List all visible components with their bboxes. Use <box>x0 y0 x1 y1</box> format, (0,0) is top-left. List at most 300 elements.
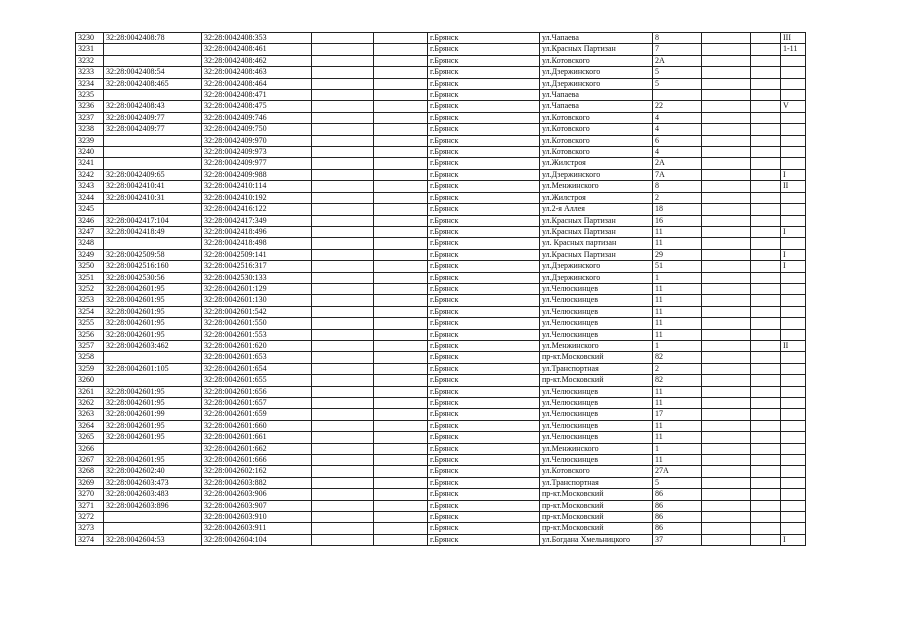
empty-cell-d <box>751 352 781 363</box>
old-cadastral-number-cell <box>104 512 202 523</box>
empty-cell-d <box>751 238 781 249</box>
table-row <box>76 124 806 135</box>
house-number-cell: 5 <box>653 67 702 78</box>
empty-cell-c <box>702 147 751 158</box>
city-cell: г.Брянск <box>428 67 540 78</box>
category-cell <box>781 112 806 123</box>
row-number-cell: 3253 <box>76 295 104 306</box>
empty-cell-a <box>312 318 374 329</box>
row-number-cell: 3237 <box>76 112 104 123</box>
category-cell <box>781 124 806 135</box>
category-cell: I <box>781 249 806 260</box>
table-row <box>76 420 806 431</box>
category-cell <box>781 398 806 409</box>
city-cell: г.Брянск <box>428 398 540 409</box>
empty-cell-d <box>751 181 781 192</box>
empty-cell-d <box>751 169 781 180</box>
empty-cell-a <box>312 432 374 443</box>
table-row <box>76 534 806 545</box>
cadastral-number-cell: 32:28:0042409:973 <box>202 147 312 158</box>
city-cell: г.Брянск <box>428 432 540 443</box>
row-number-cell: 3270 <box>76 489 104 500</box>
empty-cell-c <box>702 363 751 374</box>
empty-cell-d <box>751 55 781 66</box>
street-cell: ул.Транспортная <box>540 477 653 488</box>
empty-cell-b <box>374 204 428 215</box>
cadastral-number-cell: 32:28:0042409:988 <box>202 169 312 180</box>
street-cell: ул.Челюскинцев <box>540 306 653 317</box>
category-cell: III <box>781 33 806 44</box>
table-row <box>76 192 806 203</box>
house-number-cell: 86 <box>653 512 702 523</box>
empty-cell-a <box>312 512 374 523</box>
empty-cell-c <box>702 318 751 329</box>
category-cell <box>781 500 806 511</box>
city-cell: г.Брянск <box>428 420 540 431</box>
empty-cell-c <box>702 466 751 477</box>
table-row <box>76 147 806 158</box>
empty-cell-a <box>312 523 374 534</box>
city-cell: г.Брянск <box>428 512 540 523</box>
old-cadastral-number-cell: 32:28:0042601:95 <box>104 306 202 317</box>
old-cadastral-number-cell: 32:28:0042603:483 <box>104 489 202 500</box>
empty-cell-a <box>312 340 374 351</box>
row-number-cell: 3274 <box>76 534 104 545</box>
category-cell <box>781 283 806 294</box>
house-number-cell: 82 <box>653 352 702 363</box>
house-number-cell: 27А <box>653 466 702 477</box>
street-cell: ул.Дзержинского <box>540 78 653 89</box>
empty-cell-b <box>374 477 428 488</box>
empty-cell-c <box>702 489 751 500</box>
empty-cell-c <box>702 158 751 169</box>
table-row <box>76 135 806 146</box>
cadastral-number-cell: 32:28:0042408:461 <box>202 44 312 55</box>
empty-cell-b <box>374 44 428 55</box>
table-row <box>76 181 806 192</box>
old-cadastral-number-cell: 32:28:0042601:99 <box>104 409 202 420</box>
empty-cell-d <box>751 135 781 146</box>
row-number-cell: 3233 <box>76 67 104 78</box>
cadastral-number-cell: 32:28:0042408:464 <box>202 78 312 89</box>
category-cell <box>781 67 806 78</box>
city-cell: г.Брянск <box>428 147 540 158</box>
street-cell: ул.Дзержинского <box>540 67 653 78</box>
old-cadastral-number-cell <box>104 375 202 386</box>
empty-cell-c <box>702 432 751 443</box>
empty-cell-d <box>751 409 781 420</box>
row-number-cell: 3256 <box>76 329 104 340</box>
row-number-cell: 3266 <box>76 443 104 454</box>
empty-cell-b <box>374 329 428 340</box>
empty-cell-d <box>751 90 781 101</box>
row-number-cell: 3244 <box>76 192 104 203</box>
category-cell <box>781 306 806 317</box>
table-row <box>76 44 806 55</box>
city-cell: г.Брянск <box>428 44 540 55</box>
house-number-cell: 29 <box>653 249 702 260</box>
house-number-cell: 11 <box>653 398 702 409</box>
empty-cell-c <box>702 226 751 237</box>
city-cell: г.Брянск <box>428 158 540 169</box>
row-number-cell: 3238 <box>76 124 104 135</box>
category-cell <box>781 204 806 215</box>
table-row <box>76 409 806 420</box>
old-cadastral-number-cell: 32:28:0042417:104 <box>104 215 202 226</box>
category-cell <box>781 466 806 477</box>
empty-cell-a <box>312 409 374 420</box>
empty-cell-d <box>751 386 781 397</box>
table-row <box>76 398 806 409</box>
street-cell: пр-кт.Московский <box>540 375 653 386</box>
empty-cell-b <box>374 249 428 260</box>
category-cell: I <box>781 261 806 272</box>
street-cell: ул.Менжинского <box>540 443 653 454</box>
city-cell: г.Брянск <box>428 306 540 317</box>
street-cell: ул.Челюскинцев <box>540 432 653 443</box>
house-number-cell: 6 <box>653 135 702 146</box>
table-row <box>76 112 806 123</box>
empty-cell-d <box>751 329 781 340</box>
category-cell <box>781 420 806 431</box>
street-cell: ул.Красных Партизан <box>540 44 653 55</box>
empty-cell-b <box>374 409 428 420</box>
category-cell <box>781 477 806 488</box>
category-cell <box>781 90 806 101</box>
street-cell: ул.Жилстроя <box>540 192 653 203</box>
old-cadastral-number-cell: 32:28:0042409:65 <box>104 169 202 180</box>
street-cell: ул. Красных партизан <box>540 238 653 249</box>
empty-cell-a <box>312 375 374 386</box>
old-cadastral-number-cell: 32:28:0042409:77 <box>104 112 202 123</box>
empty-cell-c <box>702 409 751 420</box>
street-cell: ул.Котовского <box>540 147 653 158</box>
empty-cell-a <box>312 44 374 55</box>
table-row <box>76 67 806 78</box>
old-cadastral-number-cell: 32:28:0042604:53 <box>104 534 202 545</box>
empty-cell-b <box>374 386 428 397</box>
empty-cell-b <box>374 33 428 44</box>
empty-cell-a <box>312 124 374 135</box>
house-number-cell: 7А <box>653 169 702 180</box>
category-cell <box>781 329 806 340</box>
empty-cell-d <box>751 78 781 89</box>
old-cadastral-number-cell: 32:28:0042409:77 <box>104 124 202 135</box>
table-row <box>76 55 806 66</box>
row-number-cell: 3258 <box>76 352 104 363</box>
old-cadastral-number-cell: 32:28:0042418:49 <box>104 226 202 237</box>
table-row <box>76 226 806 237</box>
empty-cell-b <box>374 55 428 66</box>
row-number-cell: 3254 <box>76 306 104 317</box>
empty-cell-d <box>751 466 781 477</box>
empty-cell-c <box>702 204 751 215</box>
empty-cell-a <box>312 147 374 158</box>
house-number-cell: 16 <box>653 215 702 226</box>
empty-cell-a <box>312 249 374 260</box>
row-number-cell: 3273 <box>76 523 104 534</box>
city-cell: г.Брянск <box>428 272 540 283</box>
empty-cell-b <box>374 238 428 249</box>
table-row <box>76 101 806 112</box>
category-cell: II <box>781 340 806 351</box>
house-number-cell: 4 <box>653 124 702 135</box>
empty-cell-b <box>374 112 428 123</box>
empty-cell-a <box>312 215 374 226</box>
table-row <box>76 443 806 454</box>
cadastral-number-cell: 32:28:0042603:910 <box>202 512 312 523</box>
house-number-cell: 1 <box>653 443 702 454</box>
city-cell: г.Брянск <box>428 534 540 545</box>
old-cadastral-number-cell: 32:28:0042509:58 <box>104 249 202 260</box>
category-cell <box>781 512 806 523</box>
street-cell: пр-кт.Московский <box>540 352 653 363</box>
street-cell: ул.Красных Партизан <box>540 215 653 226</box>
empty-cell-a <box>312 226 374 237</box>
empty-cell-c <box>702 55 751 66</box>
house-number-cell: 86 <box>653 489 702 500</box>
house-number-cell: 11 <box>653 432 702 443</box>
empty-cell-b <box>374 147 428 158</box>
cadastral-number-cell: 32:28:0042410:114 <box>202 181 312 192</box>
empty-cell-c <box>702 512 751 523</box>
empty-cell-c <box>702 135 751 146</box>
empty-cell-d <box>751 455 781 466</box>
row-number-cell: 3242 <box>76 169 104 180</box>
cadastral-number-cell: 32:28:0042509:141 <box>202 249 312 260</box>
empty-cell-d <box>751 33 781 44</box>
house-number-cell: 1 <box>653 272 702 283</box>
house-number-cell: 2А <box>653 158 702 169</box>
old-cadastral-number-cell: 32:28:0042601:95 <box>104 455 202 466</box>
empty-cell-a <box>312 261 374 272</box>
empty-cell-d <box>751 192 781 203</box>
empty-cell-b <box>374 432 428 443</box>
empty-cell-c <box>702 443 751 454</box>
street-cell: ул.Красных Партизан <box>540 226 653 237</box>
cadastral-number-cell: 32:28:0042601:661 <box>202 432 312 443</box>
city-cell: г.Брянск <box>428 375 540 386</box>
table-row <box>76 523 806 534</box>
cadastral-number-cell: 32:28:0042408:475 <box>202 101 312 112</box>
empty-cell-c <box>702 192 751 203</box>
empty-cell-d <box>751 489 781 500</box>
row-number-cell: 3246 <box>76 215 104 226</box>
street-cell: ул.Челюскинцев <box>540 283 653 294</box>
city-cell: г.Брянск <box>428 329 540 340</box>
empty-cell-c <box>702 169 751 180</box>
empty-cell-d <box>751 44 781 55</box>
empty-cell-b <box>374 420 428 431</box>
empty-cell-d <box>751 147 781 158</box>
street-cell: пр-кт.Московский <box>540 489 653 500</box>
empty-cell-a <box>312 489 374 500</box>
house-number-cell: 7 <box>653 44 702 55</box>
category-cell <box>781 523 806 534</box>
empty-cell-c <box>702 124 751 135</box>
empty-cell-a <box>312 101 374 112</box>
table-row <box>76 375 806 386</box>
house-number-cell: 2 <box>653 363 702 374</box>
empty-cell-a <box>312 135 374 146</box>
category-cell <box>781 409 806 420</box>
city-cell: г.Брянск <box>428 283 540 294</box>
empty-cell-d <box>751 158 781 169</box>
cadastral-number-cell: 32:28:0042601:662 <box>202 443 312 454</box>
category-cell: V <box>781 101 806 112</box>
cadastral-number-cell: 32:28:0042418:496 <box>202 226 312 237</box>
city-cell: г.Брянск <box>428 101 540 112</box>
cadastral-number-cell: 32:28:0042601:550 <box>202 318 312 329</box>
empty-cell-a <box>312 306 374 317</box>
empty-cell-c <box>702 455 751 466</box>
empty-cell-c <box>702 500 751 511</box>
empty-cell-c <box>702 398 751 409</box>
empty-cell-c <box>702 249 751 260</box>
street-cell: ул.Челюскинцев <box>540 409 653 420</box>
category-cell <box>781 238 806 249</box>
street-cell: ул.Котовского <box>540 55 653 66</box>
city-cell: г.Брянск <box>428 409 540 420</box>
table-row <box>76 169 806 180</box>
old-cadastral-number-cell: 32:28:0042601:95 <box>104 420 202 431</box>
street-cell: ул.Челюскинцев <box>540 420 653 431</box>
row-number-cell: 3232 <box>76 55 104 66</box>
row-number-cell: 3239 <box>76 135 104 146</box>
table-row <box>76 500 806 511</box>
row-number-cell: 3245 <box>76 204 104 215</box>
city-cell: г.Брянск <box>428 489 540 500</box>
cadastral-number-cell: 32:28:0042516:317 <box>202 261 312 272</box>
city-cell: г.Брянск <box>428 249 540 260</box>
table-row <box>76 340 806 351</box>
house-number-cell: 1 <box>653 340 702 351</box>
table-row <box>76 33 806 44</box>
row-number-cell: 3265 <box>76 432 104 443</box>
city-cell: г.Брянск <box>428 135 540 146</box>
empty-cell-c <box>702 352 751 363</box>
empty-cell-c <box>702 386 751 397</box>
empty-cell-d <box>751 375 781 386</box>
empty-cell-d <box>751 204 781 215</box>
house-number-cell: 37 <box>653 534 702 545</box>
empty-cell-d <box>751 272 781 283</box>
table-row <box>76 455 806 466</box>
empty-cell-d <box>751 512 781 523</box>
street-cell: ул.Челюскинцев <box>540 295 653 306</box>
cadastral-number-cell: 32:28:0042408:353 <box>202 33 312 44</box>
empty-cell-b <box>374 272 428 283</box>
street-cell: ул.Челюскинцев <box>540 329 653 340</box>
street-cell: ул.Чапаева <box>540 90 653 101</box>
empty-cell-d <box>751 443 781 454</box>
old-cadastral-number-cell <box>104 352 202 363</box>
row-number-cell: 3257 <box>76 340 104 351</box>
house-number-cell: 4 <box>653 112 702 123</box>
cadastral-number-cell: 32:28:0042408:463 <box>202 67 312 78</box>
table-row <box>76 215 806 226</box>
city-cell: г.Брянск <box>428 124 540 135</box>
street-cell: ул.Котовского <box>540 124 653 135</box>
old-cadastral-number-cell: 32:28:0042601:95 <box>104 432 202 443</box>
empty-cell-c <box>702 340 751 351</box>
row-number-cell: 3230 <box>76 33 104 44</box>
cadastral-number-cell: 32:28:0042601:656 <box>202 386 312 397</box>
city-cell: г.Брянск <box>428 352 540 363</box>
cadastral-number-cell: 32:28:0042602:162 <box>202 466 312 477</box>
city-cell: г.Брянск <box>428 318 540 329</box>
category-cell <box>781 295 806 306</box>
street-cell: ул.Дзержинского <box>540 272 653 283</box>
row-number-cell: 3272 <box>76 512 104 523</box>
cadastral-number-cell: 32:28:0042418:498 <box>202 238 312 249</box>
empty-cell-c <box>702 261 751 272</box>
table-row <box>76 306 806 317</box>
empty-cell-b <box>374 192 428 203</box>
cadastral-number-cell: 32:28:0042601:666 <box>202 455 312 466</box>
old-cadastral-number-cell: 32:28:0042601:95 <box>104 386 202 397</box>
street-cell: ул.Челюскинцев <box>540 398 653 409</box>
category-cell: I <box>781 534 806 545</box>
empty-cell-c <box>702 112 751 123</box>
old-cadastral-number-cell: 32:28:0042603:896 <box>104 500 202 511</box>
house-number-cell: 11 <box>653 318 702 329</box>
empty-cell-d <box>751 306 781 317</box>
city-cell: г.Брянск <box>428 112 540 123</box>
old-cadastral-number-cell: 32:28:0042603:473 <box>104 477 202 488</box>
empty-cell-d <box>751 124 781 135</box>
city-cell: г.Брянск <box>428 466 540 477</box>
old-cadastral-number-cell: 32:28:0042603:462 <box>104 340 202 351</box>
property-register-table <box>75 32 806 546</box>
empty-cell-b <box>374 215 428 226</box>
cadastral-number-cell: 32:28:0042601:129 <box>202 283 312 294</box>
empty-cell-c <box>702 67 751 78</box>
old-cadastral-number-cell: 32:28:0042530:56 <box>104 272 202 283</box>
empty-cell-b <box>374 340 428 351</box>
cadastral-number-cell: 32:28:0042601:660 <box>202 420 312 431</box>
cadastral-number-cell: 32:28:0042604:104 <box>202 534 312 545</box>
empty-cell-d <box>751 363 781 374</box>
empty-cell-d <box>751 226 781 237</box>
row-number-cell: 3231 <box>76 44 104 55</box>
city-cell: г.Брянск <box>428 215 540 226</box>
empty-cell-b <box>374 226 428 237</box>
empty-cell-a <box>312 158 374 169</box>
table-row <box>76 466 806 477</box>
cadastral-number-cell: 32:28:0042409:746 <box>202 112 312 123</box>
old-cadastral-number-cell <box>104 523 202 534</box>
cadastral-number-cell: 32:28:0042417:349 <box>202 215 312 226</box>
old-cadastral-number-cell <box>104 55 202 66</box>
cadastral-number-cell: 32:28:0042416:122 <box>202 204 312 215</box>
category-cell <box>781 192 806 203</box>
old-cadastral-number-cell: 32:28:0042601:95 <box>104 398 202 409</box>
empty-cell-a <box>312 386 374 397</box>
empty-cell-b <box>374 261 428 272</box>
street-cell: ул.Транспортная <box>540 363 653 374</box>
row-number-cell: 3260 <box>76 375 104 386</box>
house-number-cell: 11 <box>653 226 702 237</box>
table-body <box>76 33 806 546</box>
empty-cell-b <box>374 90 428 101</box>
cadastral-number-cell: 32:28:0042409:977 <box>202 158 312 169</box>
empty-cell-c <box>702 329 751 340</box>
old-cadastral-number-cell <box>104 158 202 169</box>
empty-cell-c <box>702 283 751 294</box>
old-cadastral-number-cell: 32:28:0042408:54 <box>104 67 202 78</box>
empty-cell-b <box>374 455 428 466</box>
